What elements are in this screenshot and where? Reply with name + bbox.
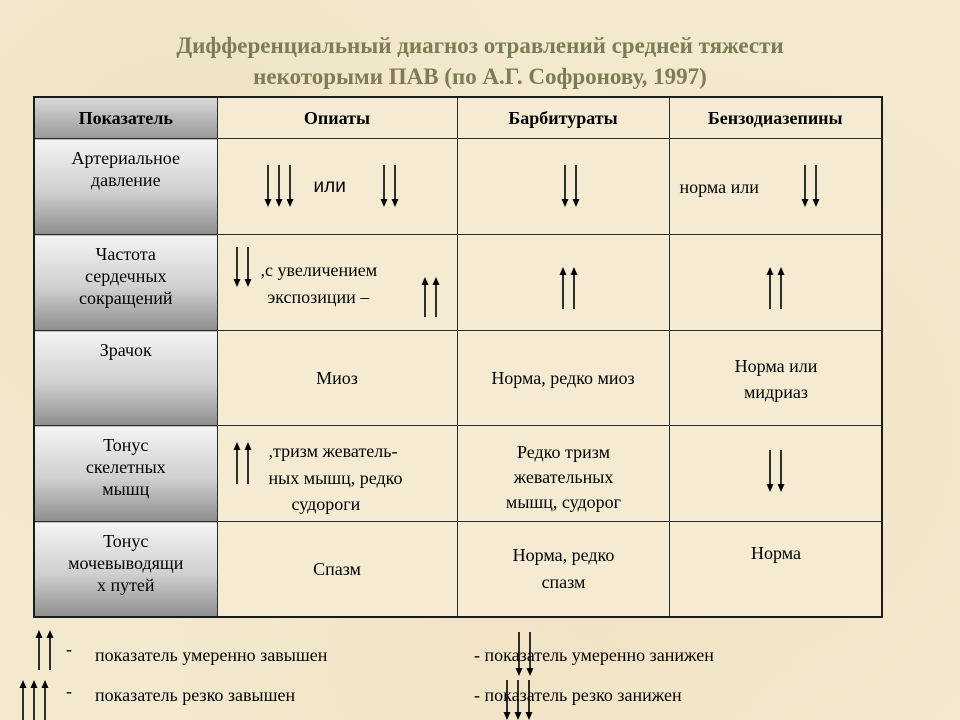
down-arrow-icon bbox=[380, 165, 410, 207]
table-row bbox=[34, 331, 882, 426]
up-arrow-icon bbox=[19, 680, 59, 720]
cell-benzo-pupil: Норма или мидриаз bbox=[669, 331, 882, 426]
row-label-heart-rate: Частота сердечных сокращений bbox=[34, 235, 217, 331]
cell-benzo-skeletal-muscle-tone bbox=[669, 426, 882, 522]
cell-opiates-blood-pressure: или bbox=[217, 139, 457, 235]
cell-barbiturates-blood-pressure bbox=[457, 139, 669, 235]
cell-benzo-heart-rate bbox=[669, 235, 882, 331]
legend-up-moderate: показатель умеренно завышен bbox=[95, 645, 328, 665]
cell-opiates-heart-rate: ,с увеличением экспозиции – bbox=[217, 235, 457, 331]
down-arrow-icon bbox=[264, 165, 304, 207]
down-arrow-icon bbox=[561, 165, 591, 207]
up-arrow-icon bbox=[233, 442, 263, 484]
cell-barbiturates-skeletal-muscle-tone: Редко тризм жевательных мышц, судорог bbox=[457, 426, 669, 522]
row-label-pupil: Зрачок bbox=[34, 331, 217, 426]
cell-barbiturates-heart-rate bbox=[457, 235, 669, 331]
row-label-blood-pressure: Артериальное давление bbox=[34, 139, 217, 235]
cell-opiates-urinary-tract-tone: Спазм bbox=[217, 522, 457, 617]
up-arrow-icon bbox=[766, 267, 796, 309]
title-line-2: некоторыми ПАВ (по А.Г. Софронову, 1997) bbox=[253, 64, 707, 89]
cell-barbiturates-urinary-tract-tone: Норма, редко спазм bbox=[457, 522, 669, 617]
down-arrow-icon bbox=[766, 450, 796, 492]
table-row bbox=[34, 426, 882, 522]
header-opiates: Опиаты bbox=[217, 97, 457, 139]
up-arrow-icon bbox=[559, 267, 589, 309]
up-arrow-icon bbox=[35, 630, 65, 670]
row-label-skeletal-muscle-tone: Тонус скелетных мышц bbox=[34, 426, 217, 522]
cell-benzo-blood-pressure: норма или bbox=[669, 139, 882, 235]
row-label-urinary-tract-tone: Тонус мочевыводящи х путей bbox=[34, 522, 217, 617]
title-line-1: Дифференциальный диагноз отравлений средней тяжести bbox=[176, 33, 784, 58]
legend-down-moderate: - показатель умеренно занижен bbox=[474, 645, 714, 665]
table-row bbox=[34, 139, 882, 235]
down-arrow-icon bbox=[233, 247, 263, 287]
cell-opiates-pupil: Миоз bbox=[217, 331, 457, 426]
legend-up-sharp: показатель резко завышен bbox=[95, 685, 296, 705]
down-arrow-icon bbox=[801, 165, 831, 207]
header-benzodiazepines: Бензодиазепины bbox=[669, 97, 882, 139]
slide-title bbox=[0, 30, 960, 92]
header-barbiturates: Барбитураты bbox=[457, 97, 669, 139]
cell-benzo-urinary-tract-tone: Норма bbox=[669, 522, 882, 617]
table-row bbox=[34, 522, 882, 617]
header-indicator: Показатель bbox=[34, 97, 217, 139]
cell-opiates-skeletal-muscle-tone: ,тризм жеватель- ных мышц, редко судороги bbox=[217, 426, 457, 522]
legend-dash: - bbox=[66, 639, 72, 659]
diagnosis-table bbox=[33, 96, 883, 618]
up-arrow-icon bbox=[421, 277, 451, 317]
legend-dash: - bbox=[66, 681, 72, 701]
table-row bbox=[34, 235, 882, 331]
cell-barbiturates-pupil: Норма, редко миоз bbox=[457, 331, 669, 426]
table-header-row bbox=[34, 97, 882, 139]
legend-down-sharp: - показатель резко занижен bbox=[474, 685, 682, 705]
